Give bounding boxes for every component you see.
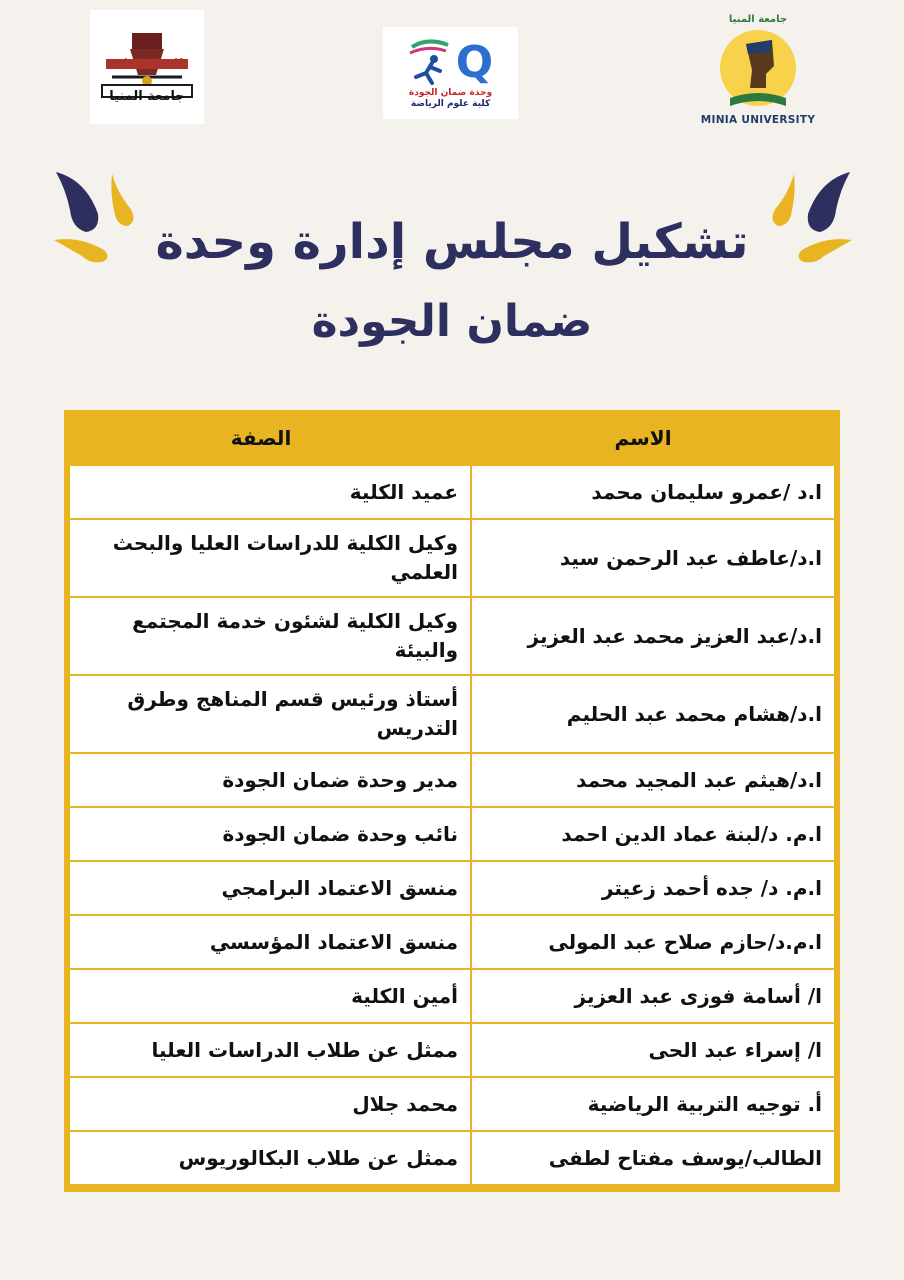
table-row [70,1078,834,1130]
page-title-line2: ضمان الجودة [311,296,593,347]
member-name: ا/ أسامة فوزى عبد العزيز [472,970,834,1022]
table-header [70,410,834,466]
university-logo-arabic: جامعة المنيا [728,14,788,25]
board-table [64,410,840,1192]
page-title-line1: تشكيل مجلس إدارة وحدة [155,214,749,270]
table-row [70,862,834,914]
faculty-logo [90,10,204,124]
member-name: ا.د/هيثم عبد المجيد محمد [472,754,834,806]
table-row [70,970,834,1022]
header-name: الاسم [614,426,672,450]
member-name: ا.د/عبد العزيز محمد عبد العزيز [472,598,834,674]
header-role: الصفة [230,426,292,450]
quality-logo-line2: كلية علوم الرياضة [410,98,491,109]
quality-logo-line1: وحدة ضمان الجودة [408,87,493,98]
table-body [70,466,834,1184]
member-name: أ. توجيه التربية الرياضية [472,1078,834,1130]
member-name: ا.د /عمرو سليمان محمد [472,466,834,518]
faculty-logo-line1: كلية علوم الرياضة [111,57,183,67]
member-name: ا.م. د/ جده أحمد زعيتر [472,862,834,914]
quality-logo-letter: Q [455,36,494,88]
nefertiti-icon [710,26,806,114]
university-logo [700,6,816,134]
member-role: وكيل الكلية لشئون خدمة المجتمع والبيئة [70,598,470,674]
member-name: ا/ إسراء عبد الحى [472,1024,834,1076]
member-role: عميد الكلية [70,466,470,518]
member-role: منسق الاعتماد المؤسسي [70,916,470,968]
table-row [70,676,834,752]
member-name: ا.د/عاطف عبد الرحمن سيد [472,520,834,596]
table-row [70,808,834,860]
table-row [70,916,834,968]
table-row [70,1024,834,1076]
member-role: ممثل عن طلاب البكالوريوس [70,1132,470,1184]
table-row [70,754,834,806]
member-role: محمد جلال [70,1078,470,1130]
member-role: مدير وحدة ضمان الجودة [70,754,470,806]
runner-icon [408,37,452,87]
member-name: ا.م.د/حازم صلاح عبد المولى [472,916,834,968]
member-role: ممثل عن طلاب الدراسات العليا [70,1024,470,1076]
member-role: نائب وحدة ضمان الجودة [70,808,470,860]
member-role: منسق الاعتماد البرامجي [70,862,470,914]
quality-unit-logo [383,27,518,119]
member-name: ا.د/هشام محمد عبد الحليم [472,676,834,752]
member-name: الطالب/يوسف مفتاح لطفى [472,1132,834,1184]
table-row [70,466,834,518]
member-role: أمين الكلية [70,970,470,1022]
table-row [70,1132,834,1184]
faculty-logo-line2: جامعة المنيا [109,89,185,104]
university-logo-english: MINIA UNIVERSITY [700,114,816,126]
member-role: وكيل الكلية للدراسات العليا والبحث العلمي [70,520,470,596]
table-row [70,520,834,596]
member-role: أستاذ ورئيس قسم المناهج وطرق التدريس [70,676,470,752]
table-row [70,598,834,674]
member-name: ا.م. د/لبنة عماد الدين احمد [472,808,834,860]
